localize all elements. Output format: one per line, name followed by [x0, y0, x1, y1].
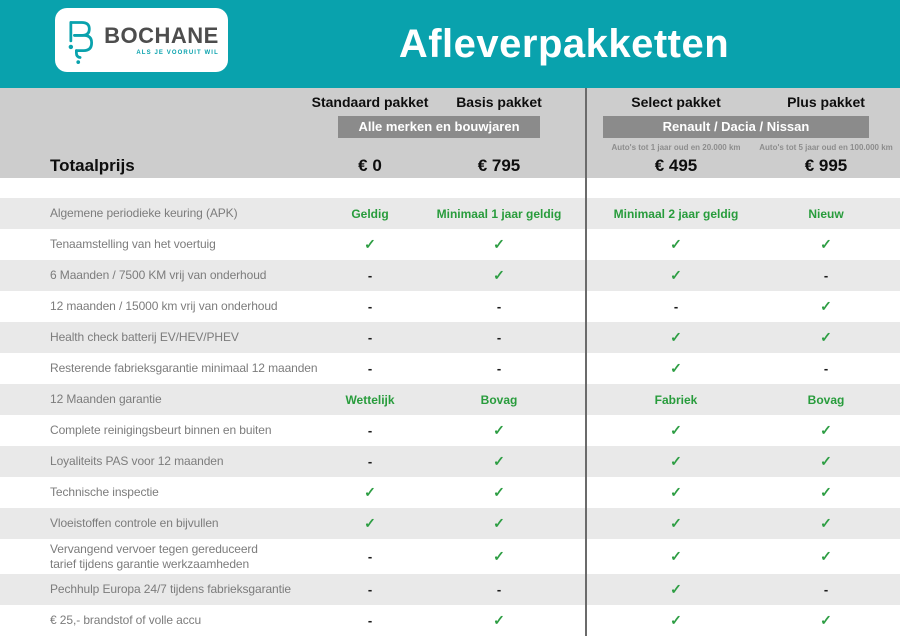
feature-value-text: Wettelijk [345, 392, 395, 407]
feature-value-basis [493, 236, 505, 254]
feature-value-plus [824, 360, 828, 378]
feature-value-text: Geldig [351, 206, 389, 221]
feature-value-select [614, 205, 739, 223]
feature-label: Algemene periodieke keuring (APK) [50, 206, 238, 220]
feature-value-select [670, 612, 682, 630]
feature-value-select [670, 267, 682, 285]
feature-label: 6 Maanden / 7500 KM vrij van onderhoud [50, 268, 267, 282]
check-icon: ✓ [820, 297, 832, 314]
brand-tagline: ALS JE VOORUIT WIL [136, 49, 219, 56]
brand-name: BOCHANE [104, 22, 219, 48]
feature-row [0, 291, 900, 322]
feature-value-text: Minimaal 2 jaar geldig [613, 206, 739, 221]
feature-row [0, 322, 900, 353]
feature-value-plus [824, 267, 828, 285]
dash-icon: - [367, 298, 373, 314]
feature-value-text: Nieuw [808, 206, 844, 221]
feature-table [0, 198, 900, 636]
feature-value-basis [481, 391, 518, 409]
feature-label: 12 Maanden garantie [50, 392, 162, 406]
package-condition-select: Auto's tot 1 jaar oud en 20.000 km [611, 142, 741, 152]
check-icon: ✓ [820, 547, 832, 564]
feature-row [0, 415, 900, 446]
dash-icon: - [367, 329, 373, 345]
feature-row [0, 198, 900, 229]
package-column-header-plus: Plus pakket [787, 94, 865, 110]
feature-value-plus [820, 329, 832, 347]
band-gap [0, 178, 900, 198]
check-icon: ✓ [364, 235, 376, 252]
feature-label: Vervangend vervoer tegen gereduceerd tarief tijdens garantie werkzaamheden [50, 541, 258, 571]
check-icon: ✓ [493, 235, 505, 252]
feature-value-select [670, 329, 682, 347]
check-icon: ✓ [820, 452, 832, 469]
feature-label: Resterende fabrieksgarantie minimaal 12 maanden [50, 361, 318, 375]
feature-value-text: Bovag [807, 392, 845, 407]
check-icon: ✓ [820, 483, 832, 500]
feature-value-basis [437, 205, 562, 223]
feature-row [0, 605, 900, 636]
bochane-logo [55, 8, 228, 72]
feature-value-basis [497, 298, 501, 316]
feature-label: Loyaliteits PAS voor 12 maanden [50, 454, 224, 468]
dash-icon: - [496, 581, 502, 597]
package-column-header-basis: Basis pakket [456, 94, 542, 110]
package-price-select: € 495 [654, 156, 698, 175]
feature-value-select [670, 360, 682, 378]
feature-row [0, 477, 900, 508]
check-icon: ✓ [820, 611, 832, 628]
column-divider [585, 88, 587, 636]
check-icon: ✓ [820, 514, 832, 531]
check-icon: ✓ [670, 266, 682, 283]
dash-icon: - [823, 360, 829, 376]
dash-icon: - [496, 329, 502, 345]
feature-value-standaard [368, 360, 372, 378]
total-price-label: Totaalprijs [50, 156, 135, 175]
feature-value-standaard [368, 581, 372, 599]
feature-value-select [670, 484, 682, 502]
feature-label: € 25,- brandstof of volle accu [50, 613, 202, 627]
feature-value-standaard [368, 548, 372, 566]
package-price-standaard: € 0 [358, 156, 382, 175]
feature-row [0, 574, 900, 605]
feature-value-standaard [368, 453, 372, 471]
check-icon: ✓ [670, 483, 682, 500]
feature-value-select [670, 548, 682, 566]
check-icon: ✓ [493, 266, 505, 283]
feature-value-standaard [351, 205, 388, 223]
dash-icon: - [367, 422, 373, 438]
feature-value-standaard [368, 612, 372, 630]
group-banner-all-brands: Alle merken en bouwjaren [338, 116, 540, 138]
feature-value-basis [497, 581, 501, 599]
feature-label: Vloeistoffen controle en bijvullen [50, 516, 219, 530]
page-title: Afleverpakketten [398, 21, 730, 66]
check-icon: ✓ [820, 235, 832, 252]
feature-value-plus [820, 298, 832, 316]
feature-row [0, 353, 900, 384]
feature-value-standaard [368, 329, 372, 347]
feature-label: Health check batterij EV/HEV/PHEV [50, 330, 239, 344]
check-icon: ✓ [670, 580, 682, 597]
feature-value-select [670, 515, 682, 533]
feature-value-text: Bovag [480, 392, 518, 407]
feature-value-select [670, 581, 682, 599]
package-price-plus: € 995 [804, 156, 848, 175]
check-icon: ✓ [670, 359, 682, 376]
check-icon: ✓ [670, 547, 682, 564]
check-icon: ✓ [670, 514, 682, 531]
feature-value-plus [820, 612, 832, 630]
feature-label: 12 maanden / 15000 km vrij van onderhoud [50, 299, 278, 313]
check-icon: ✓ [364, 514, 376, 531]
feature-value-basis [493, 515, 505, 533]
check-icon: ✓ [820, 421, 832, 438]
dash-icon: - [367, 548, 373, 564]
dash-icon: - [496, 298, 502, 314]
feature-value-basis [497, 360, 501, 378]
dash-icon: - [367, 267, 373, 283]
feature-value-plus [820, 515, 832, 533]
feature-value-select [655, 391, 698, 409]
feature-value-select [670, 236, 682, 254]
dash-icon: - [367, 581, 373, 597]
feature-row [0, 260, 900, 291]
check-icon: ✓ [670, 235, 682, 252]
feature-label: Pechhulp Europa 24/7 tijdens fabrieksgarantie [50, 582, 291, 596]
dash-icon: - [823, 267, 829, 283]
dash-icon: - [496, 360, 502, 376]
feature-label: Technische inspectie [50, 485, 159, 499]
feature-value-select [670, 422, 682, 440]
feature-value-plus [820, 484, 832, 502]
feature-value-basis [493, 484, 505, 502]
check-icon: ✓ [670, 452, 682, 469]
feature-label: Tenaamstelling van het voertuig [50, 237, 216, 251]
dash-icon: - [367, 453, 373, 469]
check-icon: ✓ [670, 421, 682, 438]
dash-icon: - [673, 298, 679, 314]
feature-value-basis [493, 612, 505, 630]
feature-value-plus [808, 391, 845, 409]
feature-value-basis [493, 267, 505, 285]
feature-value-standaard [368, 298, 372, 316]
check-icon: ✓ [493, 421, 505, 438]
dash-icon: - [823, 581, 829, 597]
check-icon: ✓ [493, 514, 505, 531]
check-icon: ✓ [820, 328, 832, 345]
dash-icon: - [367, 360, 373, 376]
check-icon: ✓ [493, 547, 505, 564]
feature-row [0, 446, 900, 477]
dash-icon: - [367, 612, 373, 628]
feature-value-plus [820, 548, 832, 566]
check-icon: ✓ [493, 483, 505, 500]
group-banner-renault-dacia-nissan: Renault / Dacia / Nissan [603, 116, 869, 138]
package-condition-plus: Auto's tot 5 jaar oud en 100.000 km [759, 142, 893, 152]
feature-value-basis [493, 453, 505, 471]
check-icon: ✓ [493, 452, 505, 469]
feature-value-standaard [368, 422, 372, 440]
package-column-header-select: Select pakket [631, 94, 721, 110]
feature-value-plus [808, 205, 843, 223]
bochane-mark-icon [64, 16, 98, 64]
feature-value-basis [493, 548, 505, 566]
feature-value-text: Fabriek [654, 392, 698, 407]
feature-value-select [674, 298, 678, 316]
check-icon: ✓ [670, 328, 682, 345]
brand-text-block [104, 22, 219, 56]
feature-value-standaard [364, 515, 376, 533]
package-column-header-standaard: Standaard pakket [311, 94, 429, 110]
feature-value-standaard [364, 484, 376, 502]
check-icon: ✓ [364, 483, 376, 500]
feature-value-text: Minimaal 1 jaar geldig [436, 206, 562, 221]
feature-value-plus [820, 236, 832, 254]
feature-value-plus [820, 422, 832, 440]
package-price-basis: € 795 [477, 156, 521, 175]
feature-value-standaard [345, 391, 394, 409]
feature-value-standaard [368, 267, 372, 285]
feature-row [0, 384, 900, 415]
feature-value-basis [497, 329, 501, 347]
feature-label: Complete reinigingsbeurt binnen en buiten [50, 423, 272, 437]
feature-value-select [670, 453, 682, 471]
feature-value-standaard [364, 236, 376, 254]
feature-value-plus [820, 453, 832, 471]
feature-row [0, 508, 900, 539]
page-header [0, 0, 900, 88]
feature-value-basis [493, 422, 505, 440]
feature-row [0, 229, 900, 260]
check-icon: ✓ [493, 611, 505, 628]
check-icon: ✓ [670, 611, 682, 628]
pricing-header-band [0, 88, 900, 178]
feature-row [0, 539, 900, 574]
feature-value-plus [824, 581, 828, 599]
